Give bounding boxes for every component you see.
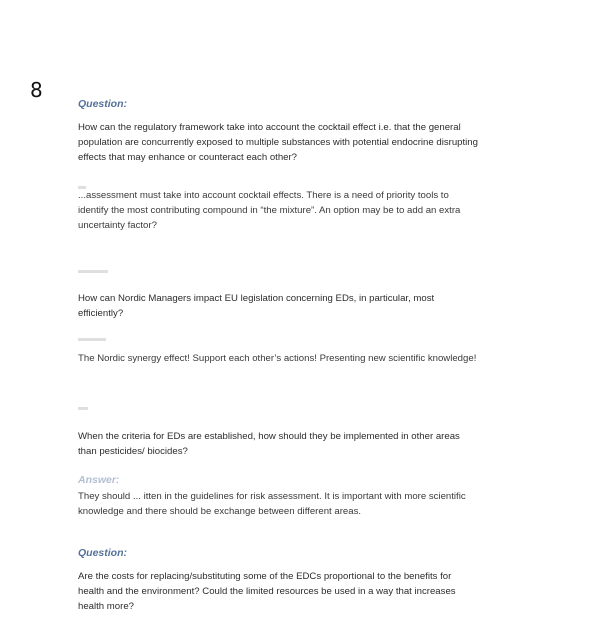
faded-answer-label-2: [78, 338, 106, 341]
answer-heading-3: Answer:: [78, 474, 120, 486]
faded-question-label-3: [78, 407, 88, 410]
page-number: 8: [30, 78, 43, 102]
question-text-1: How can the regulatory framework take into account the cocktail effect i.e. that the general population are concurrently exposed to multiple substances with potential endocrine disrupting effects that may enhance or counteract each other?: [78, 122, 478, 164]
question-text-2: How can Nordic Managers impact EU legislation concerning EDs, in particular, most efficiently?: [78, 293, 435, 320]
question-heading-4: Question:: [78, 547, 127, 559]
answer-text-3: They should ... itten in the guidelines for risk assessment. It is important with more scientific knowledge and there should be exchange between different areas.: [78, 491, 466, 518]
question-heading-1: Question:: [78, 98, 127, 110]
faded-question-label-2: [78, 270, 108, 273]
answer-text-1: ...assessment must take into account cocktail effects. There is a need of priority tools to identify the most contributing compound in “the mixture”. An option may be to add an extra uncertainty factor?: [78, 190, 461, 232]
answer-text-2: The Nordic synergy effect! Support each other’s actions! Presenting new scientific knowledge!: [78, 353, 477, 364]
question-text-3: When the criteria for EDs are established, how should they be implemented in other areas than pesticides/ biocides?: [78, 431, 460, 458]
question-text-4: Are the costs for replacing/substituting some of the EDCs proportional to the benefits for health and the environment? Could the limited resources be used in a way that increases health more?: [78, 571, 456, 613]
